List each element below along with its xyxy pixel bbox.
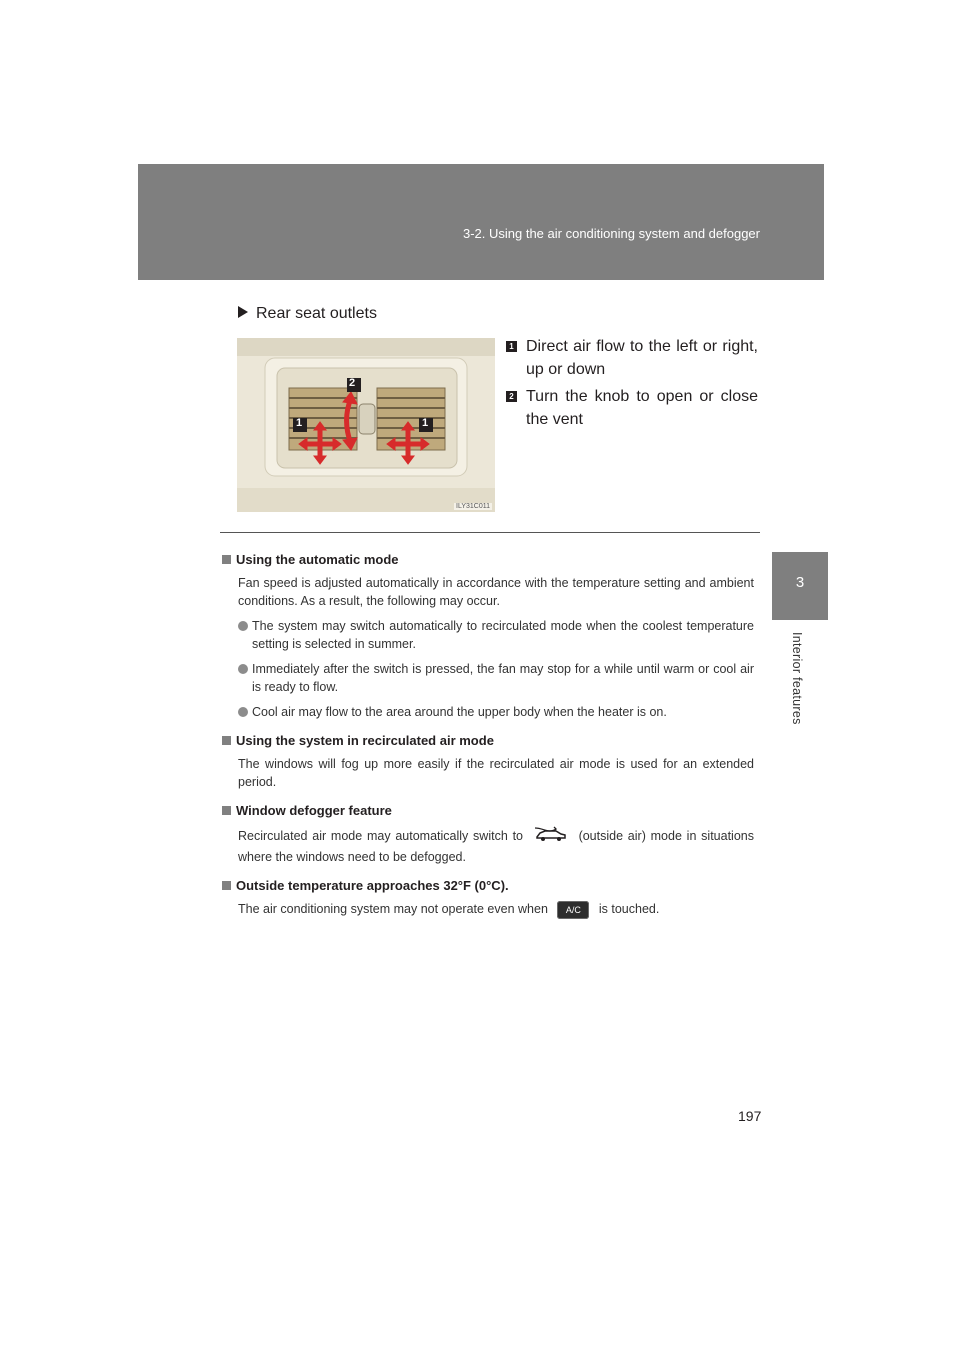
note-body xyxy=(238,900,754,919)
rear-vent-illustration xyxy=(237,338,495,512)
notes-section xyxy=(222,552,754,919)
note-bullet xyxy=(238,660,754,696)
outside-air-car-svg xyxy=(534,825,568,843)
callout-1-right: 1 xyxy=(422,417,429,429)
callout-1-left: 1 xyxy=(296,417,303,429)
note-title xyxy=(222,552,754,567)
square-bullet-icon xyxy=(222,806,231,815)
note-title-text: Window defogger feature xyxy=(236,803,392,818)
note-bullet xyxy=(238,617,754,653)
vent-steps xyxy=(506,335,758,435)
bullet-text: Cool air may flow to the area around the upper body when the heater is on. xyxy=(252,705,667,719)
note-body xyxy=(238,825,754,866)
step-text: Direct air flow to the left or right, up or down xyxy=(526,338,758,378)
step-2 xyxy=(506,385,758,431)
chapter-tab xyxy=(772,552,828,620)
chapter-label: Interior features xyxy=(790,632,804,725)
round-bullet-icon xyxy=(238,621,248,631)
step-1 xyxy=(506,335,758,381)
note-body: The windows will fog up more easily if the recirculated air mode is used for an extended period. xyxy=(238,757,754,789)
step-text: Turn the knob to open or close the vent xyxy=(526,388,758,428)
note-body: Fan speed is adjusted automatically in accordance with the temperature setting and ambient conditions. As a result, the following may occur. xyxy=(238,576,754,608)
note-title-text: Outside temperature approaches 32°F (0°C). xyxy=(236,878,509,893)
step-marker: 1 xyxy=(506,341,517,352)
step-marker: 2 xyxy=(506,391,517,402)
rear-outlets-heading xyxy=(238,305,377,323)
note-title xyxy=(222,878,754,893)
square-bullet-icon xyxy=(222,881,231,890)
note-title-text: Using the automatic mode xyxy=(236,552,399,567)
note-title xyxy=(222,803,754,818)
section-title: 3-2. Using the air conditioning system and defogger xyxy=(462,226,760,241)
square-bullet-icon xyxy=(222,555,231,564)
page-number: 197 xyxy=(738,1108,762,1124)
ac-button-icon: A/C xyxy=(557,901,589,919)
round-bullet-icon xyxy=(238,707,248,717)
outside-air-car-icon xyxy=(534,825,568,848)
body-text: Recirculated air mode may automatically switch to xyxy=(238,828,523,843)
vent-diagram xyxy=(237,338,495,512)
heading-text: Rear seat outlets xyxy=(256,305,377,322)
square-bullet-icon xyxy=(222,736,231,745)
body-text: is touched. xyxy=(598,902,660,916)
header-band xyxy=(138,164,824,280)
note-title-text: Using the system in recirculated air mode xyxy=(236,733,494,748)
body-text: (outside air) mode in situations where the windows need to be defogged. xyxy=(238,828,754,864)
triangle-bullet-icon xyxy=(238,306,248,318)
round-bullet-icon xyxy=(238,664,248,674)
bullet-text: The system may switch automatically to recirculated mode when the coolest temperature setting is selected in summer. xyxy=(252,619,754,651)
section-divider xyxy=(220,532,760,533)
bullet-text: Immediately after the switch is pressed, the fan may stop for a while until warm or cool air is ready to flow. xyxy=(252,662,754,694)
body-text: The air conditioning system may not operate even when xyxy=(238,902,548,916)
note-title xyxy=(222,733,754,748)
callout-2: 2 xyxy=(349,377,356,389)
chapter-number: 3 xyxy=(795,574,805,591)
figure-code: ILY31C011 xyxy=(456,503,490,510)
note-bullet xyxy=(238,703,754,721)
